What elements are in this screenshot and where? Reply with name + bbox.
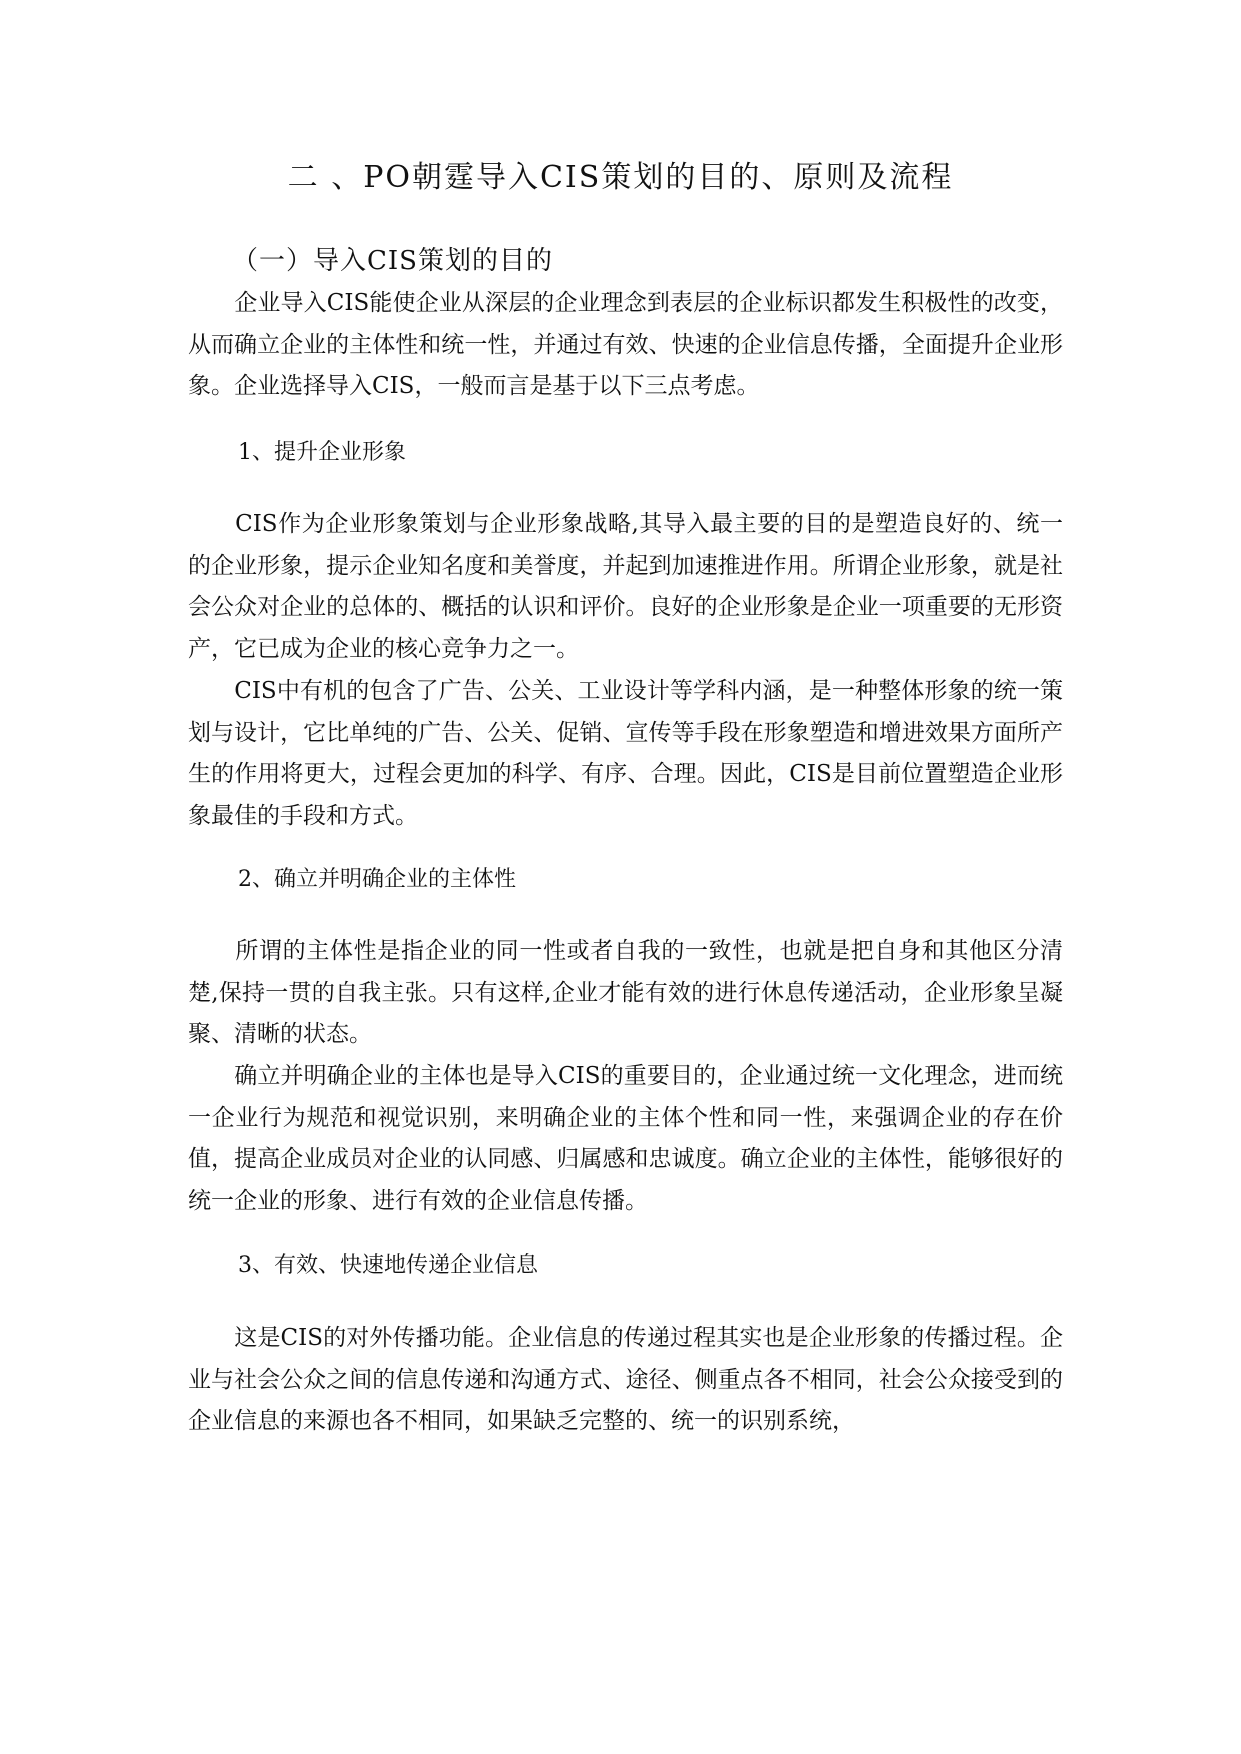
section-title: （一）导入CIS策划的目的 [232,246,553,276]
paragraph-2b: 确立并明确企业的主体也是导入CIS的重要目的，企业通过统一文化理念，进而统一企业行为规范和视觉识别，来明确企业的主体个性和同一性，来强调企业的存在价值，提高企业成员对企业的认同感、归属感和忠诚度。确立企业的主体性，能够很好的统一企业的形象、进行有效的企业信息传播。 [188,1063,1063,1215]
paragraph-3a: 这是CIS的对外传播功能。企业信息的传递过程其实也是企业形象的传播过程。企业与社会公众之间的信息传递和沟通方式、途径、侧重点各不相同，社会公众接受到的企业信息的来源也各不相同，如果缺乏完整的、统一的识别系统， [188,1325,1063,1435]
document-title: 二 、PO朝霆导入CIS策划的目的、原则及流程 [287,160,954,195]
paragraph-1a: CIS作为企业形象策划与企业形象战略,其导入最主要的目的是塑造良好的、统一的企业形象，提示企业知名度和美誉度，并起到加速推进作用。所谓企业形象，就是社会公众对企业的总体的、概括的认识和评价。良好的企业形象是企业一项重要的无形资产，它已成为企业的核心竞争力之一。 [188,511,1063,663]
subhead-3: 3、有效、快速地传递企业信息 [238,1253,538,1278]
subhead-2: 2、确立并明确企业的主体性 [238,867,516,892]
paragraph-2a: 所谓的主体性是指企业的同一性或者自我的一致性，也就是把自身和其他区分清楚,保持一贯的自我主张。只有这样,企业才能有效的进行休息传递活动，企业形象呈凝聚、清晰的状态。 [188,938,1063,1048]
paragraph-intro: 企业导入CIS能使企业从深层的企业理念到表层的企业标识都发生积极性的改变，从而确立企业的主体性和统一性，并通过有效、快速的企业信息传播，全面提升企业形象。企业选择导入CIS，一般而言是基于以下三点考虑。 [188,290,1063,400]
paragraph-1b: CIS中有机的包含了广告、公关、工业设计等学科内涵，是一种整体形象的统一策划与设计，它比单纯的广告、公关、促销、宣传等手段在形象塑造和增进效果方面所产生的作用将更大，过程会更加的科学、有序、合理。因此，CIS是目前位置塑造企业形象最佳的手段和方式。 [188,678,1063,830]
subhead-1: 1、提升企业形象 [238,440,406,465]
